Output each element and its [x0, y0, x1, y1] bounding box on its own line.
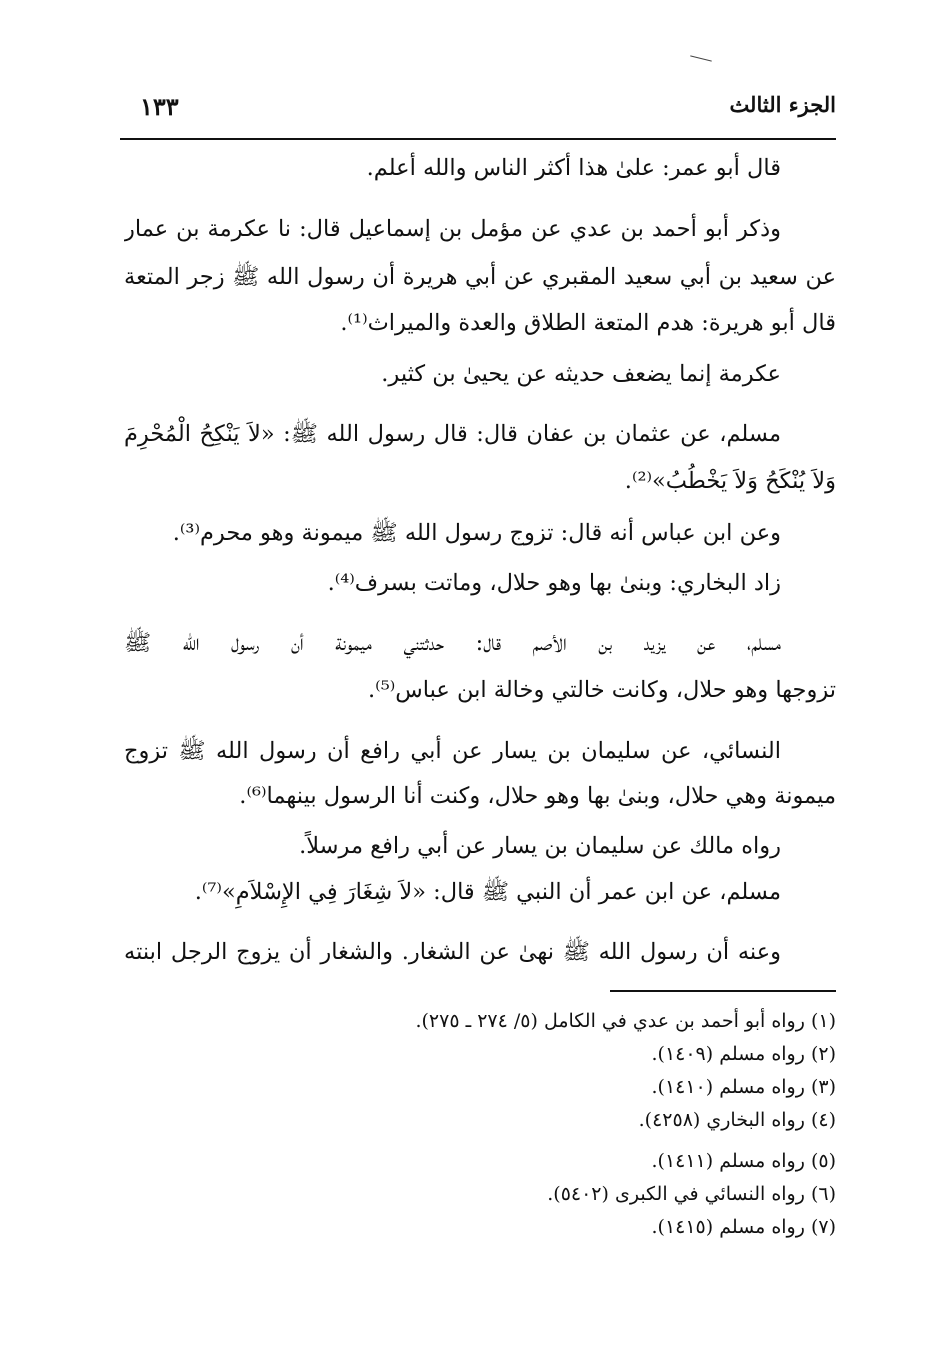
- footnote: (٣) رواه مسلم (١٤١٠).: [651, 1076, 836, 1098]
- text-line: وعنه أن رسول الله ﷺ نهىٰ عن الشغار. والشغار أن يزوج الرجل ابنته: [124, 939, 781, 965]
- text-line: زاد البخاري: وبنىٰ بها وهو حلال، وماتت بسرف⁽⁴⁾.: [327, 570, 781, 596]
- text-line: مسلم، عن يزيد بن الأصم قال: حدثتني ميمونة أن رسول الله ﷺ: [124, 630, 781, 656]
- text-line: رواه مالك عن سليمان بن يسار عن أبي رافع مرسلاً.: [299, 833, 781, 859]
- footnote: (٧) رواه مسلم (١٤١٥).: [651, 1216, 836, 1238]
- text-line: وَلاَ يُنْكَحُ وَلاَ يَخْطُبُ»⁽²⁾.: [624, 468, 836, 494]
- text-line: قال أبو هريرة: هدم المتعة الطلاق والعدة والميراث⁽¹⁾.: [340, 310, 836, 336]
- running-header: [120, 92, 836, 126]
- text-line: النسائي، عن سليمان بن يسار عن أبي رافع أن رسول الله ﷺ تزوج: [124, 738, 781, 764]
- text-line: وعن ابن عباس أنه قال: تزوج رسول الله ﷺ ميمونة وهو محرم⁽³⁾.: [172, 520, 781, 546]
- footnote-rule: [610, 990, 836, 992]
- text-line: تزوجها وهو حلال، وكانت خالتي وخالة ابن عباس⁽⁵⁾.: [368, 677, 836, 703]
- footnote: (٢) رواه مسلم (١٤٠٩).: [651, 1043, 836, 1065]
- volume-title: الجزء الثالث: [729, 92, 836, 117]
- footnote: (٦) رواه النسائي في الكبرى (٥٤٠٢).: [547, 1183, 836, 1205]
- text-line: مسلم، عن عثمان بن عفان قال: قال رسول الله ﷺ: «لاَ يَنْكِحُ الْمُحْرِمَ: [124, 421, 781, 447]
- stray-pen-mark: [690, 55, 712, 61]
- text-line: عن سعيد بن أبي سعيد المقبري عن أبي هريرة أن رسول الله ﷺ زجر المتعة: [124, 264, 836, 290]
- text-line: عكرمة إنما يضعف حديثه عن يحيىٰ بن كثير.: [381, 361, 781, 387]
- footnote: (٥) رواه مسلم (١٤١١).: [651, 1150, 836, 1172]
- text-line: ميمونة وهي حلال، وبنىٰ بها وهو حلال، وكنت أنا الرسول بينهما⁽⁶⁾.: [239, 783, 836, 809]
- header-rule: [120, 138, 836, 140]
- text-line: قال أبو عمر: علىٰ هذا أكثر الناس والله أعلم.: [366, 155, 781, 181]
- text-line: مسلم، عن ابن عمر أن النبي ﷺ قال: «لاَ شِغَارَ فِي الإِسْلاَمِ»⁽⁷⁾.: [194, 879, 781, 905]
- text-line: وذكر أبو أحمد بن عدي عن مؤمل بن إسماعيل قال: نا عكرمة بن عمار: [124, 216, 781, 242]
- footnote: (١) رواه أبو أحمد بن عدي في الكامل (٥/ ٢٧٤ ـ ٢٧٥).: [415, 1010, 836, 1032]
- page-number: ١٣٣: [140, 92, 179, 121]
- footnote: (٤) رواه البخاري (٤٢٥٨).: [638, 1109, 836, 1131]
